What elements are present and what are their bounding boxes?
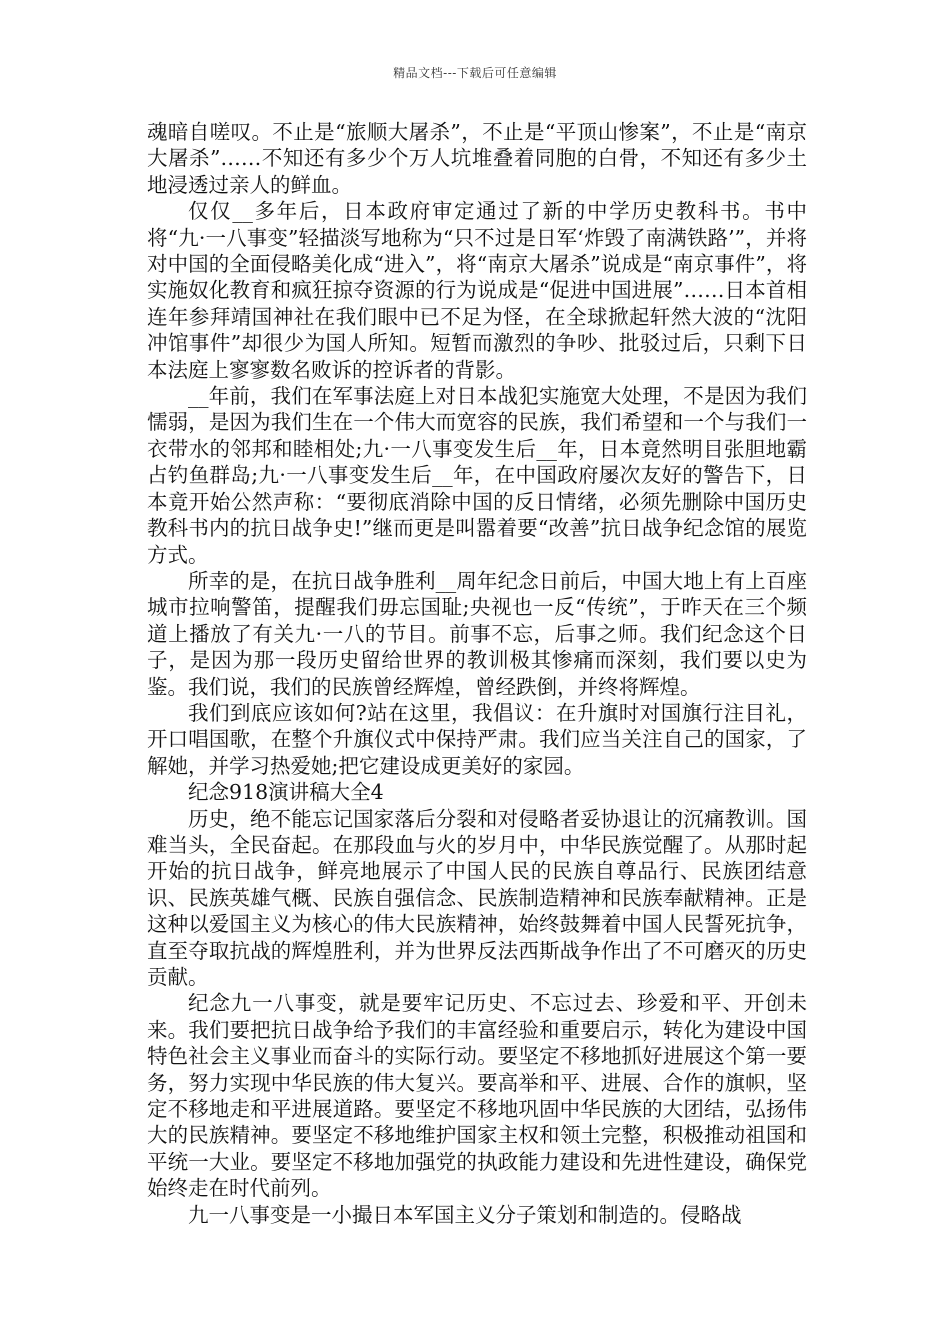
paragraph: 仅仅__多年后，日本政府审定通过了新的中学历史教科书。书中将“九·一八事变”轻描淡写地称为“只不过是日军‘炸毁了南满铁路’”，并将对中国的全面侵略美化成“进入”，将“南京大屠杀”说成是“南京事件”，将实施奴化教育和疯狂掠夺资源的行为说成是“促进中国进展”……日本首相连年参拜靖国神社在我们眼中已不足为怪，在全球掀起轩然大波的“沈阳冲馆事件”却很少为国人所知。短暂而激烈的争吵、批驳过后，只剩下日本法庭上寥寥数名败诉的控诉者的背影。 [147,199,807,382]
page-header: 精品文档---下载后可任意编辑 [393,66,557,80]
paragraph: 所幸的是，在抗日战争胜利__周年纪念日前后，中国大地上有上百座城市拉响警笛，提醒我们毋忘国耻;央视也一反“传统”，于昨天在三个频道上播放了有关九·一八的节目。前事不忘，后事之师。我们纪念这个日子，是因为那一段历史留给世界的教训极其惨痛而深刻，我们要以史为鉴。我们说，我们的民族曾经辉煌，曾经跌倒，并终将辉煌。 [147,568,807,699]
paragraph: 我们到底应该如何?站在这里，我倡议：在升旗时对国旗行注目礼，开口唱国歌，在整个升旗仪式中保持严肃。我们应当关注自己的国家，了解她，并学习热爱她;把它建设成更美好的家园。 [147,700,807,778]
paragraph: 历史，绝不能忘记国家落后分裂和对侵略者妥协退让的沉痛教训。国难当头，全民奋起。在那段血与火的岁月中，中华民族觉醒了。从那时起开始的抗日战争，鲜亮地展示了中国人民的民族自尊品行、民族团结意识、民族英雄气概、民族自强信念、民族制造精神和民族奉献精神。正是这种以爱国主义为核心的伟大民族精神，始终鼓舞着中国人民誓死抗争，直至夺取抗战的辉煌胜利，并为世界反法西斯战争作出了不可磨灭的历史贡献。 [147,806,807,989]
paragraph: 魂暗自嗟叹。不止是“旅顺大屠杀”，不止是“平顶山惨案”，不止是“南京大屠杀”……不知还有多少个万人坑堆叠着同胞的白骨，不知还有多少土地浸透过亲人的鲜血。 [147,120,807,197]
section-heading: 纪念918演讲稿大全4 [188,780,384,805]
paragraph: __年前，我们在军事法庭上对日本战犯实施宽大处理，不是因为我们懦弱，是因为我们生在一个伟大而宽容的民族，我们希望和一个与我们一衣带水的邻邦和睦相处;九·一八事变发生后__年，日本竟然明目张胆地霸占钓鱼群岛;九·一八事变发生后__年，在中国政府屡次友好的警告下，日本竟开始公然声称：“要彻底消除中国的反日情绪，必须先删除中国历史教科书内的抗日战争史!”继而更是叫嚣着要“改善”抗日战争纪念馆的展览方式。 [147,384,807,567]
paragraph: 九一八事变是一小撮日本军国主义分子策划和制造的。侵略战 [188,1202,742,1227]
paragraph: 纪念九一八事变，就是要牢记历史、不忘过去、珍爱和平、开创未来。我们要把抗日战争给予我们的丰富经验和重要启示，转化为建设中国特色社会主义事业而奋斗的实际行动。要坚定不移地抓好进展这个第一要务，努力实现中华民族的伟大复兴。要高举和平、进展、合作的旗帜，坚定不移地走和平进展道路。要坚定不移地巩固中华民族的大团结，弘扬伟大的民族精神。要坚定不移地维护国家主权和领土完整，积极推动祖国和平统一大业。要坚定不移地加强党的执政能力建设和先进性建设，确保党始终走在时代前列。 [147,991,807,1201]
document-body [147,119,807,1228]
